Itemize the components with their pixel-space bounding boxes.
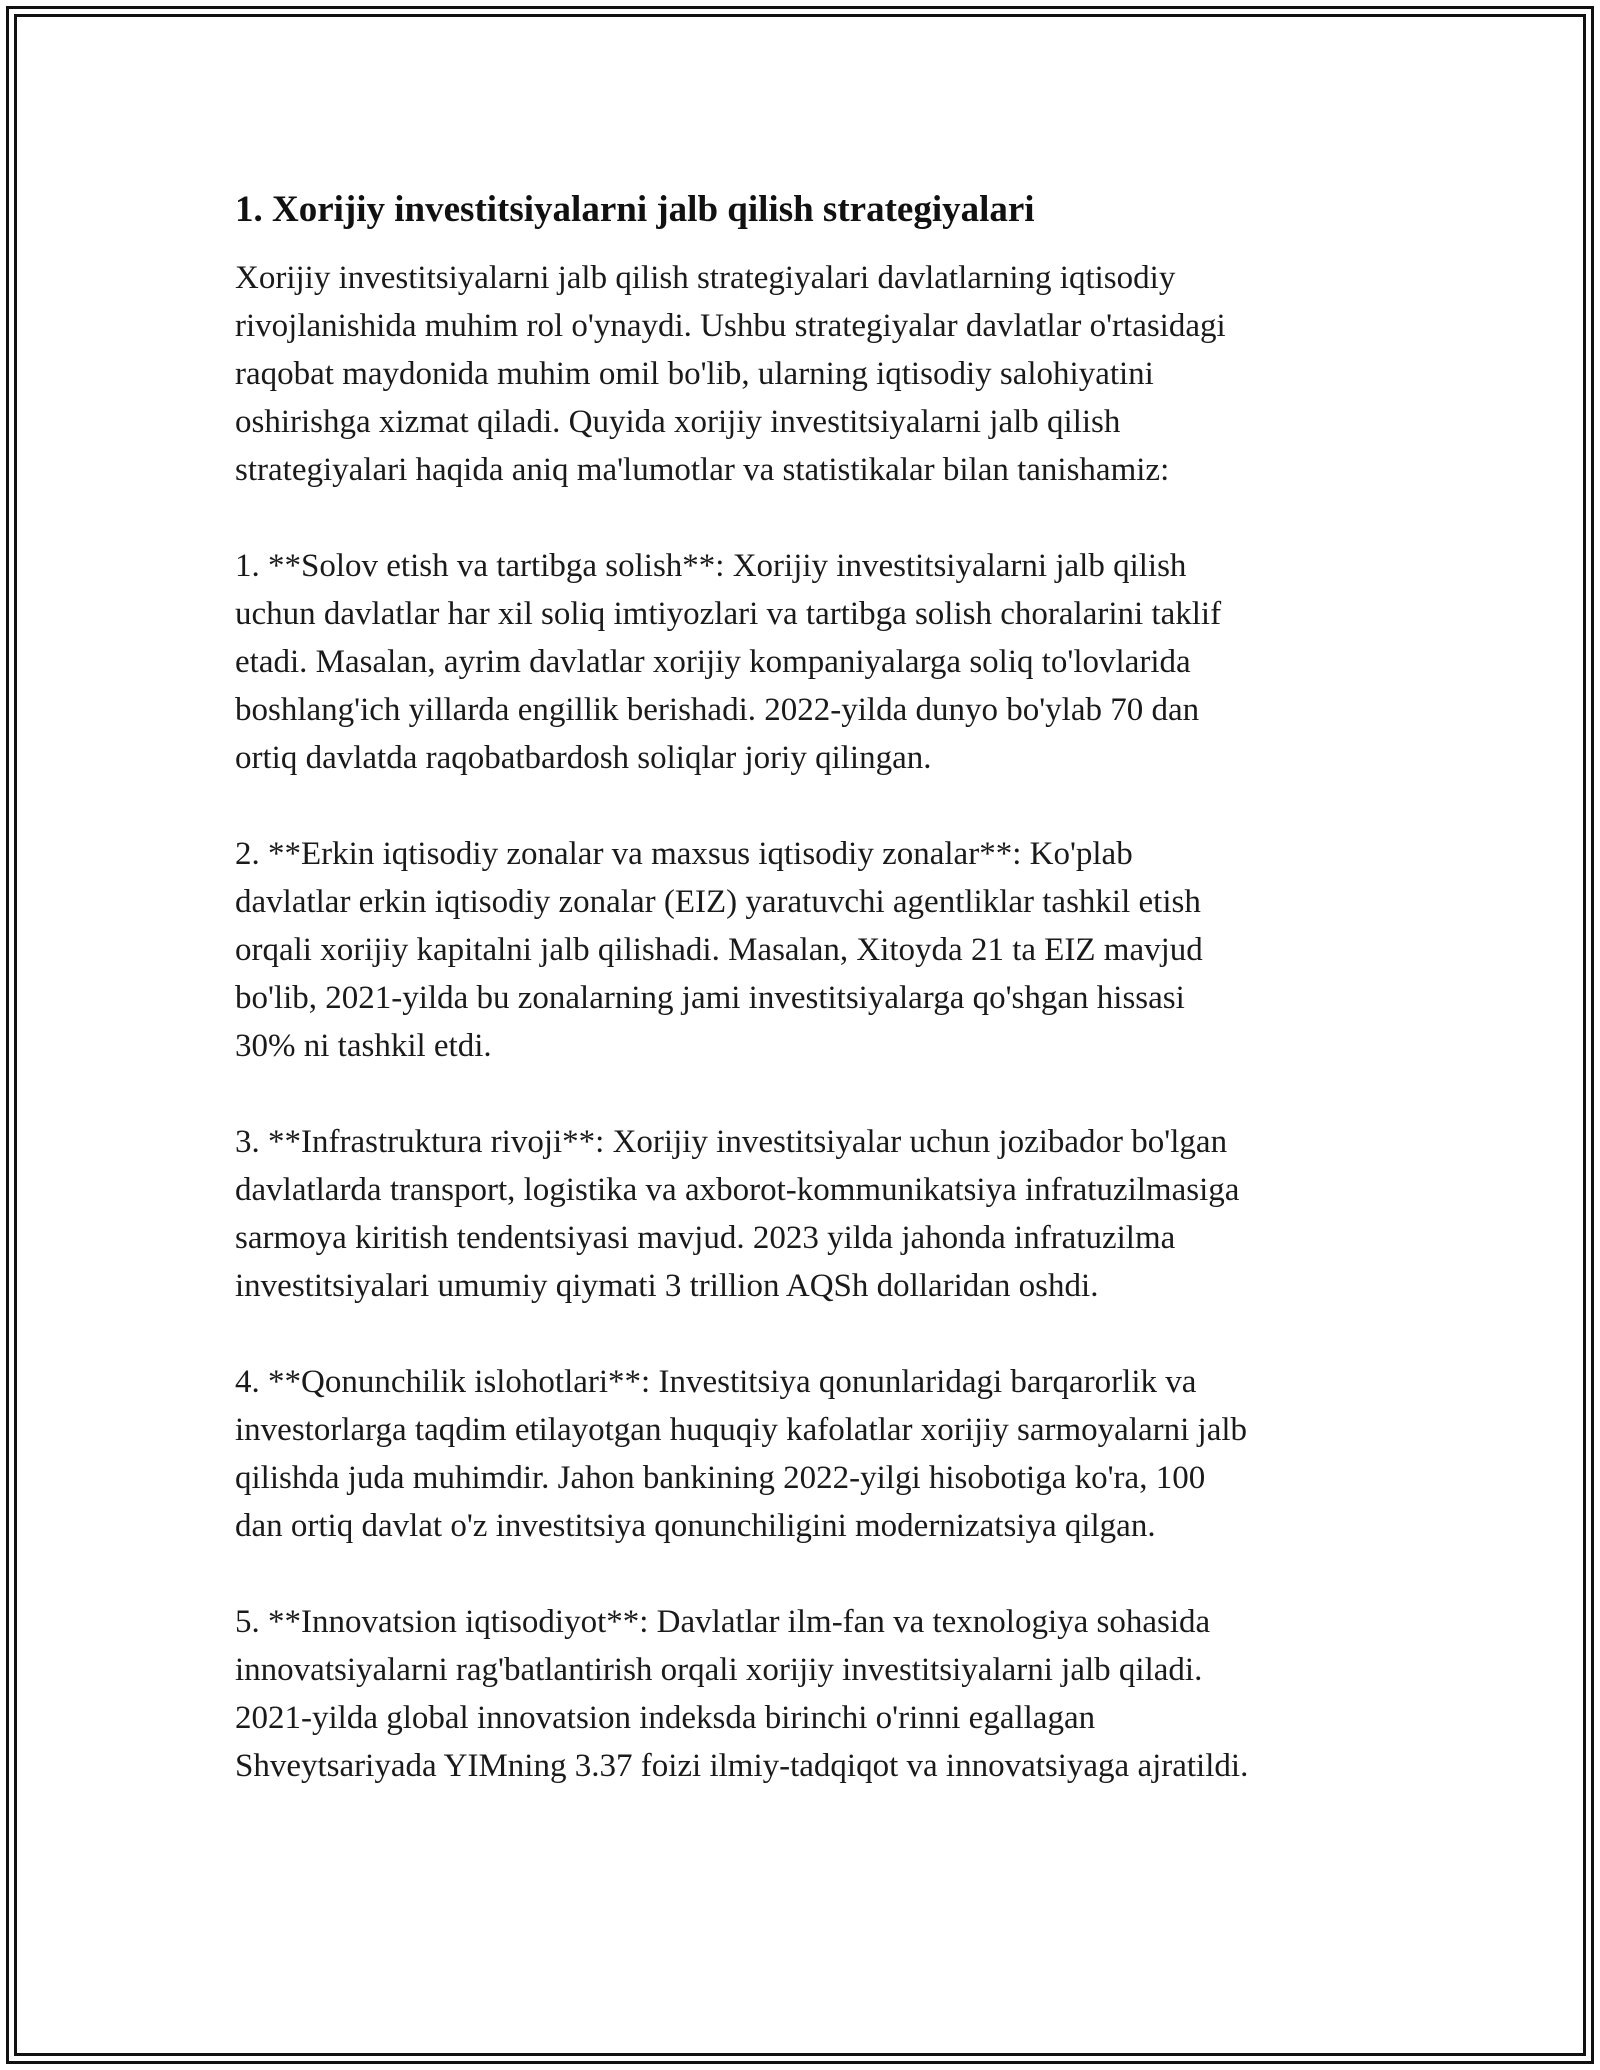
list-item: 1. **Solov etish va tartibga solish**: Xorijiy investitsiyalarni jalb qilish uchun davlatlar har xil soliq imtiyozlari va tartibga solish choralarini taklif etadi. Masalan, ayrim davlatlar xorijiy kompaniyalarga soliq to'lovlarida boshlang'ich yillarda engillik berishadi. 2022-yilda dunyo bo'ylab 70 dan ortiq davlatda raqobatbardosh soliqlar joriy qilingan.: [235, 548, 1222, 776]
list-item: 2. **Erkin iqtisodiy zonalar va maxsus iqtisodiy zonalar**: Ko'plab davlatlar erkin iqtisodiy zonalar (EIZ) yaratuvchi agentliklar tashkil etish orqali xorijiy kapitalni jalb qilishadi. Masalan, Xitoyda 21 ta EIZ mavjud bo'lib, 2021-yilda bu zonalarning jami investitsiyalarga qo'shgan hissasi 30% ni tashkil etdi.: [235, 836, 1203, 1064]
document-body: [235, 186, 1375, 1790]
intro-paragraph: Xorijiy investitsiyalarni jalb qilish strategiyalari davlatlarning iqtisodiy rivojlanishida muhim rol o'ynaydi. Ushbu strategiyalar davlatlar o'rtasidagi raqobat maydonida muhim omil bo'lib, ularning iqtisodiy salohiyatini oshirishga xizmat qiladi. Quyida xorijiy investitsiyalarni jalb qilish strategiyalari haqida aniq ma'lumotlar va statistikalar bilan tanishamiz:: [235, 260, 1226, 488]
document-title: 1. Xorijiy investitsiyalarni jalb qilish strategiyalari: [235, 189, 1035, 230]
list-item: 5. **Innovatsion iqtisodiyot**: Davlatlar ilm-fan va texnologiya sohasida innovatsiyalarni rag'batlantirish orqali xorijiy investitsiyalarni jalb qiladi. 2021-yilda global innovatsion indeksda birinchi o'rinni egallagan Shveytsariyada YIMning 3.37 foizi ilmiy-tadqiqot va innovatsiyaga ajratildi.: [235, 1604, 1249, 1784]
list-item: 3. **Infrastruktura rivoji**: Xorijiy investitsiyalar uchun jozibador bo'lgan davlatlarda transport, logistika va axborot-kommunikatsiya infratuzilmasiga sarmoya kiritish tendentsiyasi mavjud. 2023 yilda jahonda infratuzilma investitsiyalari umumiy qiymati 3 trillion AQSh dollaridan oshdi.: [235, 1124, 1240, 1304]
list-item: 4. **Qonunchilik islohotlari**: Investitsiya qonunlaridagi barqarorlik va investorlarga taqdim etilayotgan huquqiy kafolatlar xorijiy sarmoyalarni jalb qilishda juda muhimdir. Jahon bankining 2022-yilgi hisobotiga ko'ra, 100 dan ortiq davlat o'z investitsiya qonunchiligini modernizatsiya qilgan.: [235, 1364, 1248, 1544]
